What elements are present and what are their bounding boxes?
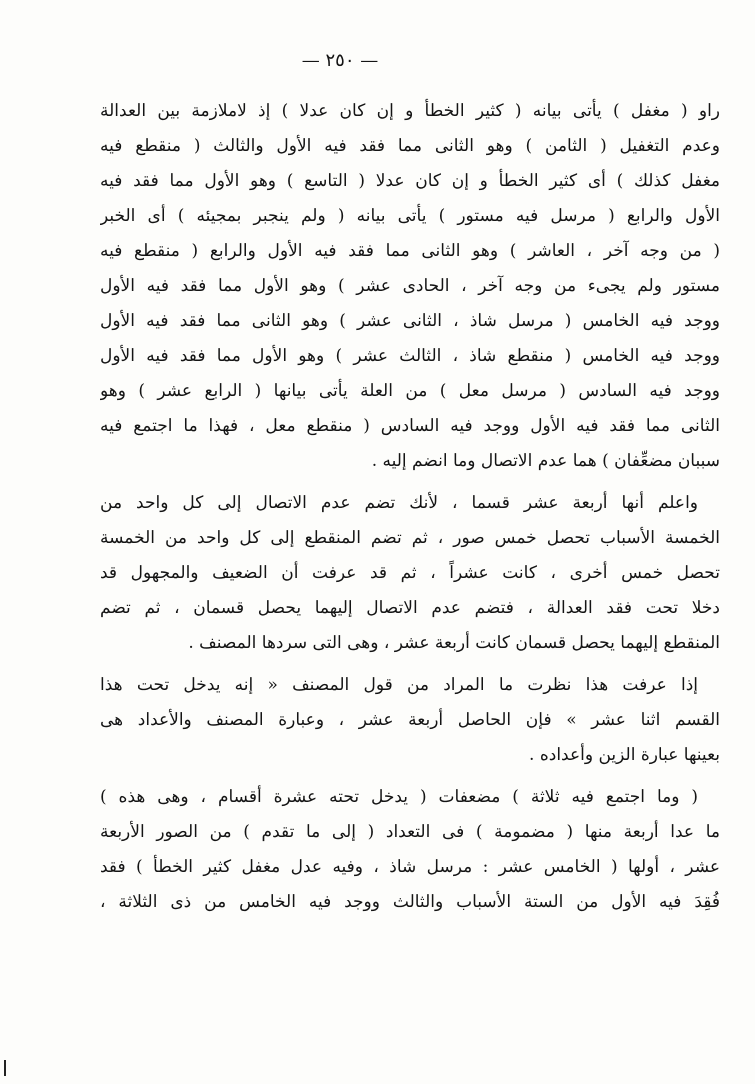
text-line: ووجد فيه السادس ( مرسل معل ) من العلة يأتى بيانها ( الرابع عشر ) وهو bbox=[100, 381, 720, 401]
scan-edge-mark bbox=[4, 1060, 6, 1076]
text-line: ( وما اجتمع فيه ثلاثة ) مضعفات ( يدخل تحته عشرة أقسام ، وهى هذه ) bbox=[100, 787, 698, 807]
text-line: واعلم أنها أربعة عشر قسما ، لأنك تضم عدم الاتصال إلى كل واحد من bbox=[100, 493, 698, 513]
text-line: عشر ، أولها ( الخامس عشر : مرسل شاذ ، وفيه عدل مغفل كثير الخطأ ) فقد bbox=[100, 857, 720, 877]
text-line: الخمسة الأسباب تحصل خمس صور ، ثم تضم المنقطع إلى كل واحد من الخمسة bbox=[100, 528, 720, 548]
body-text bbox=[100, 94, 720, 920]
text-line: دخلا تحت فقد العدالة ، فتضم عدم الاتصال إليهما يحصل قسمان ، ثم تضم bbox=[100, 598, 720, 618]
text-line: ووجد فيه الخامس ( منقطع شاذ ، الثالث عشر ) وهو الأول مما فقد فيه الأول bbox=[100, 346, 720, 366]
text-line: إذا عرفت هذا نظرت ما المراد من قول المصنف « إنه يدخل تحت هذا bbox=[100, 675, 698, 695]
text-line: ما عدا أربعة منها ( مضمومة ) فى التعداد ( إلى ما تقدم ) من الصور الأربعة bbox=[100, 822, 720, 842]
text-line: تحصل خمس أخرى ، كانت عشراً ، ثم قد عرفت أن الضعيف والمجهول قد bbox=[100, 563, 720, 583]
paragraph-gap bbox=[100, 661, 720, 668]
text-line: سببان مضعِّفان ) هما عدم الاتصال وما انضم إليه . bbox=[371, 451, 720, 471]
text-line: ( من وجه آخر ، العاشر ) وهو الثانى مما فقد فيه الأول والرابع ( منقطع فيه bbox=[100, 241, 720, 261]
text-line: القسم اثنا عشر » فإن الحاصل أربعة عشر ، وعبارة المصنف والأعداد هى bbox=[100, 710, 720, 730]
text-line: الأول والرابع ( مرسل فيه مستور ) يأتى بيانه ( ولم ينجبر بمجيئه ) أى الخبر bbox=[100, 206, 720, 226]
text-line: مغفل كذلك ) أى كثير الخطأ و إن كان عدلا ( التاسع ) وهو الأول مما فقد فيه bbox=[100, 171, 720, 191]
text-line: المنقطع إليهما يحصل قسمان كانت أربعة عشر ، وهى التى سردها المصنف . bbox=[188, 633, 720, 653]
text-line: راو ( مغفل ) يأتى بيانه ( كثير الخطأ و إن كان عدلا ) إذ لاملازمة بين العدالة bbox=[100, 101, 720, 121]
paragraph-gap bbox=[100, 773, 720, 780]
page-number: — ٢٥٠ — bbox=[301, 50, 379, 71]
paragraph-gap bbox=[100, 479, 720, 486]
text-line: وعدم التغفيل ( الثامن ) وهو الثانى مما فقد فيه الأول والثالث ( منقطع فيه bbox=[100, 136, 720, 156]
text-line: مستور ولم يجىء من وجه آخر ، الحادى عشر ) وهو الأول مما فقد فيه الأول bbox=[100, 276, 720, 296]
text-line: ووجد فيه الخامس ( مرسل شاذ ، الثانى عشر ) وهو الثانى مما فقد فيه الأول bbox=[100, 311, 720, 331]
text-line: بعينها عبارة الزين وأعداده . bbox=[529, 745, 720, 765]
text-line: الثانى مما فقد فيه الأول ووجد فيه السادس ( منقطع معل ، فهذا ما اجتمع فيه bbox=[100, 416, 720, 436]
text-line: فُقِدَ فيه الأول من الستة الأسباب والثالث ووجد فيه الخامس من ذى الثلاثة ، bbox=[100, 892, 720, 912]
